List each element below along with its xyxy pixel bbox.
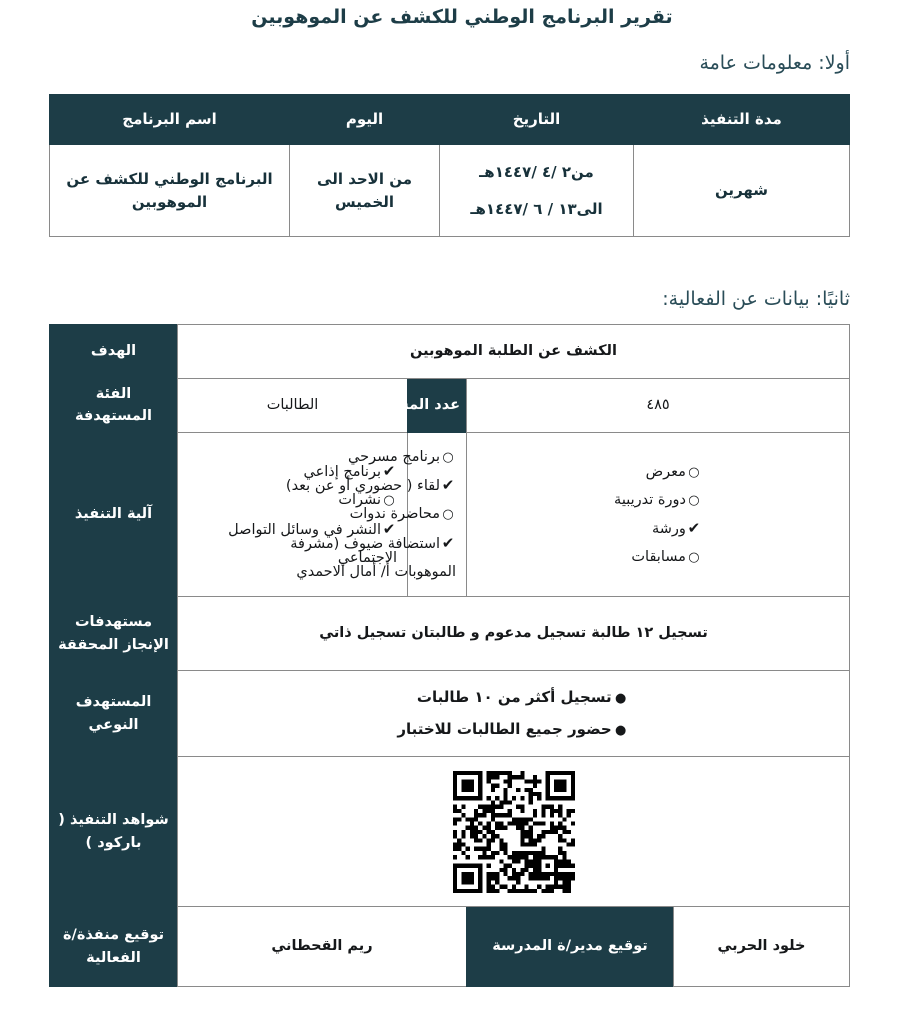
options-list-right <box>188 457 397 572</box>
cell-goal-value: الكشف عن الطلبة الموهوبين <box>178 325 850 379</box>
cell-principal-name: خلود الحربي <box>674 907 850 987</box>
row-evidence <box>50 757 850 907</box>
qualitative-target-label: حضور جميع الطالبات للاختبار <box>397 719 612 738</box>
checkbox-checked-icon[interactable]: ✔ <box>687 519 701 538</box>
date-from: من٢ /٤ /١٤٤٧هـ <box>479 163 594 181</box>
header-date: التاريخ <box>440 95 634 145</box>
checkbox-empty-icon[interactable]: ○ <box>383 493 395 509</box>
label-goal: الهدف <box>50 325 178 379</box>
label-achieved: مستهدفات الإنجاز المحققة <box>50 597 178 671</box>
checkbox-empty-icon[interactable]: ○ <box>688 492 700 508</box>
qualitative-target-item <box>397 714 629 746</box>
mechanism-option[interactable] <box>188 486 397 514</box>
qualitative-target-label: تسجيل أكثر من ١٠ طالبات <box>416 688 612 707</box>
header-day: اليوم <box>290 95 440 145</box>
checkbox-checked-icon[interactable]: ✔ <box>382 462 396 481</box>
mechanism-option[interactable] <box>188 457 397 486</box>
row-goal <box>50 325 850 379</box>
section-heading-activity: ثانيًا: بيانات عن الفعالية: <box>662 288 850 310</box>
checkbox-checked-icon[interactable]: ✔ <box>441 533 455 552</box>
label-mechanism: آلية التنفيذ <box>50 432 178 596</box>
row-mechanism <box>50 432 850 596</box>
row-signatures <box>50 907 850 987</box>
general-info-header-row <box>50 95 850 145</box>
cell-program-name: البرنامج الوطني للكشف عن الموهوبين <box>50 145 290 237</box>
options-list-left <box>614 458 702 572</box>
cell-qualitative-targets <box>178 671 850 757</box>
mechanism-option-label: لقاء ( حضوري أو عن بعد) <box>285 478 440 495</box>
mechanism-option-label: محاضرة ندوات <box>349 506 440 523</box>
activity-data-table <box>49 324 850 987</box>
mechanism-options-right <box>178 432 408 596</box>
bullet-icon: ● <box>615 722 627 738</box>
cell-date <box>440 145 634 237</box>
mechanism-option-label: نشرات <box>338 492 381 509</box>
mechanism-option-label: دورة تدريبية <box>614 491 686 508</box>
bullet-icon: ● <box>615 691 627 707</box>
mechanism-option[interactable] <box>614 458 702 486</box>
qr-code-icon <box>453 771 575 893</box>
page-title: تقرير البرنامج الوطني للكشف عن الموهوبين <box>251 6 673 28</box>
mechanism-option-label: معرض <box>645 463 686 480</box>
label-evidence: شواهد التنفيذ ( باركود ) <box>50 757 178 907</box>
label-executor-signature: توقيع منفذة/ة الفعالية <box>50 907 178 987</box>
mechanism-option[interactable] <box>188 515 397 573</box>
mechanism-option[interactable] <box>614 543 702 571</box>
mechanism-option[interactable] <box>614 514 702 543</box>
qualitative-target-list <box>397 682 629 745</box>
checkbox-empty-icon[interactable]: ○ <box>688 464 700 480</box>
qualitative-target-item <box>397 682 629 714</box>
header-program-name: اسم البرنامج <box>50 95 290 145</box>
label-target-group: الفئة المستهدفة <box>50 379 178 433</box>
section-heading-general: أولا: معلومات عامة <box>699 52 850 74</box>
qr-wrapper <box>186 771 841 893</box>
general-info-body-row <box>50 145 850 237</box>
cell-beneficiary-count: ٤٨٥ <box>467 379 850 433</box>
mechanism-option[interactable] <box>614 486 702 514</box>
row-achieved <box>50 597 850 671</box>
checkbox-empty-icon[interactable]: ○ <box>442 449 454 465</box>
date-to: الى١٣ / ٦ /١٤٤٧هـ <box>470 199 603 218</box>
checkbox-checked-icon[interactable]: ✔ <box>382 519 396 538</box>
mechanism-option-label: النشر في وسائل التواصل الاجتماعي <box>228 521 397 566</box>
mechanism-option-label: استضافة ضيوف (مشرفة الموهوبات أ/ أمال الاحمدي <box>290 535 456 580</box>
label-beneficiary-count: عدد المستفيدين <box>408 379 467 433</box>
mechanism-option-label: برنامج إذاعي <box>303 464 381 481</box>
row-qualitative-target <box>50 671 850 757</box>
cell-duration: شهرين <box>634 145 850 237</box>
checkbox-empty-icon[interactable]: ○ <box>688 550 700 566</box>
general-info-table <box>49 94 850 237</box>
row-target-group <box>50 379 850 433</box>
cell-audience: الطالبات <box>178 379 408 433</box>
cell-qr-code <box>178 757 850 907</box>
mechanism-options-left <box>467 432 850 596</box>
cell-day: من الاحد الى الخميس <box>290 145 440 237</box>
checkbox-empty-icon[interactable]: ○ <box>442 507 454 523</box>
cell-executor-name: ريم القحطاني <box>178 907 467 987</box>
label-qualitative-target: المستهدف النوعي <box>50 671 178 757</box>
mechanism-option-label: مسابقات <box>631 549 686 566</box>
header-duration: مدة التنفيذ <box>634 95 850 145</box>
label-principal-signature: توقيع مدير/ة المدرسة <box>467 907 674 987</box>
checkbox-checked-icon[interactable]: ✔ <box>441 476 455 495</box>
mechanism-option-label: برنامج مسرحي <box>348 448 440 465</box>
mechanism-option-label: ورشة <box>652 521 686 538</box>
cell-achieved-value: تسجيل ١٢ طالبة تسجيل مدعوم و طالبتان تسجيل ذاتي <box>178 597 850 671</box>
